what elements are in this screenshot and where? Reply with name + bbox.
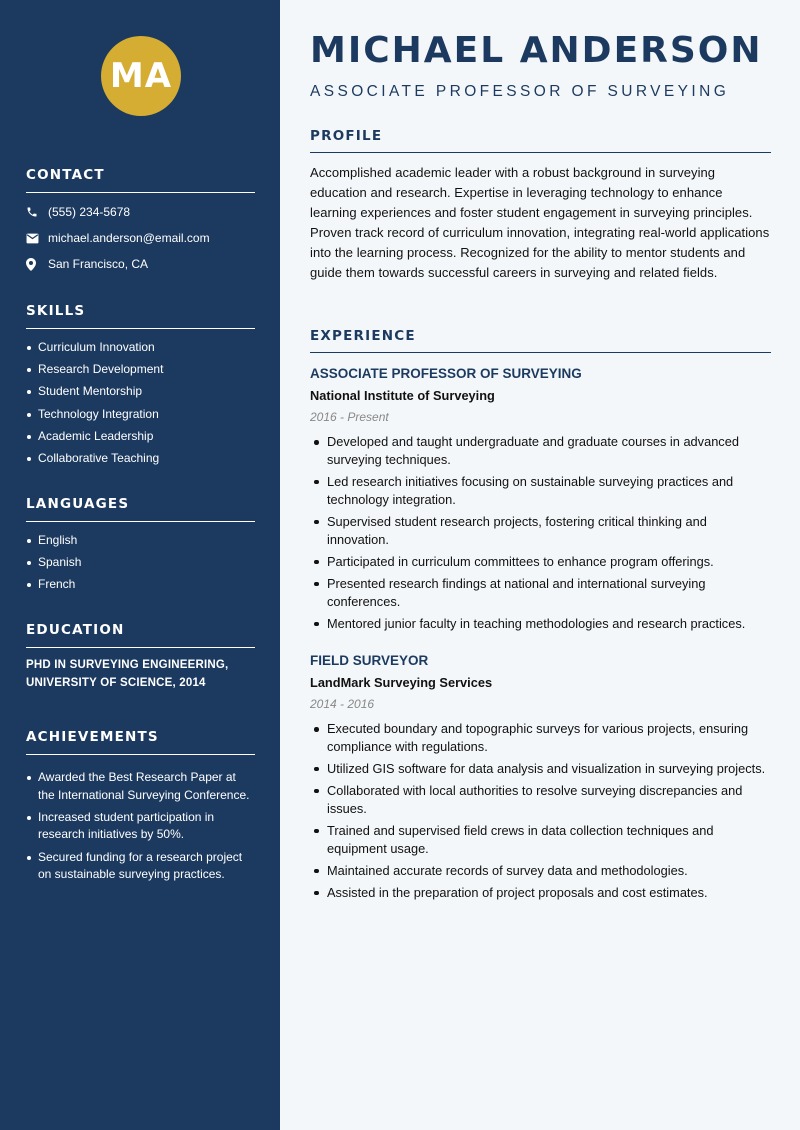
avatar: MA (101, 36, 181, 116)
sidebar (0, 0, 280, 1130)
skills-list (26, 339, 255, 468)
profile-section (310, 128, 771, 284)
job-entry (310, 366, 771, 637)
job-dates: 2014 - 2016 (310, 697, 375, 711)
skills-heading: SKILLS (26, 303, 255, 329)
list-item: Maintained accurate records of survey data and methodologies. (310, 862, 771, 880)
job-bullets (310, 433, 771, 632)
languages-heading: LANGUAGES (26, 496, 255, 522)
list-item: Technology Integration (26, 406, 255, 424)
education-entry (26, 657, 255, 692)
job-entry (310, 653, 771, 906)
list-item: Collaborative Teaching (26, 450, 255, 468)
list-item: English (26, 532, 255, 550)
list-item: Executed boundary and topographic surveys for various projects, ensuring compliance with regulations. (310, 720, 771, 756)
languages-list (26, 532, 255, 594)
education-section (26, 622, 255, 692)
job-dates: 2016 - Present (310, 410, 389, 424)
contact-heading: CONTACT (26, 167, 255, 193)
phone-icon (26, 206, 48, 218)
list-item: Secured funding for a research project on sustainable surveying practices. (26, 849, 255, 884)
contact-location-text: San Francisco, CA (48, 257, 149, 271)
contact-section (26, 167, 255, 277)
experience-section (310, 328, 771, 353)
list-item: Utilized GIS software for data analysis and visualization in surveying projects. (310, 760, 771, 778)
achievements-section (26, 729, 255, 888)
candidate-title: ASSOCIATE PROFESSOR OF SURVEYING (310, 83, 730, 100)
list-item: Supervised student research projects, fostering critical thinking and innovation. (310, 513, 771, 549)
list-item: Collaborated with local authorities to resolve surveying discrepancies and issues. (310, 782, 771, 818)
job-company: National Institute of Surveying (310, 388, 495, 403)
list-item: Awarded the Best Research Paper at the International Surveying Conference. (26, 769, 255, 804)
list-item: Participated in curriculum committees to enhance program offerings. (310, 553, 771, 571)
job-company: LandMark Surveying Services (310, 675, 493, 690)
contact-phone-text: (555) 234-5678 (48, 205, 131, 219)
job-bullets (310, 720, 771, 902)
list-item: Research Development (26, 361, 255, 379)
contact-email (26, 225, 255, 251)
list-item: Mentored junior faculty in teaching methodologies and research practices. (310, 615, 771, 633)
list-item: Developed and taught undergraduate and graduate courses in advanced surveying techniques. (310, 433, 771, 469)
achievements-heading: ACHIEVEMENTS (26, 729, 255, 755)
list-item: French (26, 576, 255, 594)
skills-section (26, 303, 255, 472)
list-item: Student Mentorship (26, 383, 255, 401)
list-item: Increased student participation in research initiatives by 50%. (26, 809, 255, 844)
contact-email-text: michael.anderson@email.com (48, 231, 210, 245)
achievements-list (26, 769, 255, 884)
list-item: Academic Leadership (26, 428, 255, 446)
profile-text: Accomplished academic leader with a robust background in surveying education and research. Expertise in leveraging technology to enhance learning experiences and foster student engagement in surveying principles. Proven track record of curriculum innovation, integrating real-world applications into the learning process. Recognized for the ability to mentor students and guide them towards successful careers in surveying and related fields. (310, 165, 770, 281)
location-icon (26, 258, 48, 271)
profile-heading: PROFILE (310, 128, 771, 153)
education-school: UNIVERSITY OF SCIENCE, 2014 (26, 676, 206, 689)
list-item: Assisted in the preparation of project proposals and cost estimates. (310, 884, 771, 902)
job-title: ASSOCIATE PROFESSOR OF SURVEYING (310, 366, 582, 381)
experience-heading: EXPERIENCE (310, 328, 771, 353)
job-title: FIELD SURVEYOR (310, 653, 429, 668)
list-item: Presented research findings at national and international surveying conferences. (310, 575, 771, 611)
list-item: Spanish (26, 554, 255, 572)
list-item: Curriculum Innovation (26, 339, 255, 357)
education-heading: EDUCATION (26, 622, 255, 648)
email-icon (26, 233, 48, 244)
contact-location (26, 251, 255, 277)
list-item: Led research initiatives focusing on sustainable surveying practices and technology integration. (310, 473, 771, 509)
candidate-name: MICHAEL ANDERSON (310, 30, 763, 71)
languages-section (26, 496, 255, 599)
list-item: Trained and supervised field crews in data collection techniques and equipment usage. (310, 822, 771, 858)
education-degree: PHD IN SURVEYING ENGINEERING, (26, 659, 229, 671)
contact-phone (26, 199, 255, 225)
